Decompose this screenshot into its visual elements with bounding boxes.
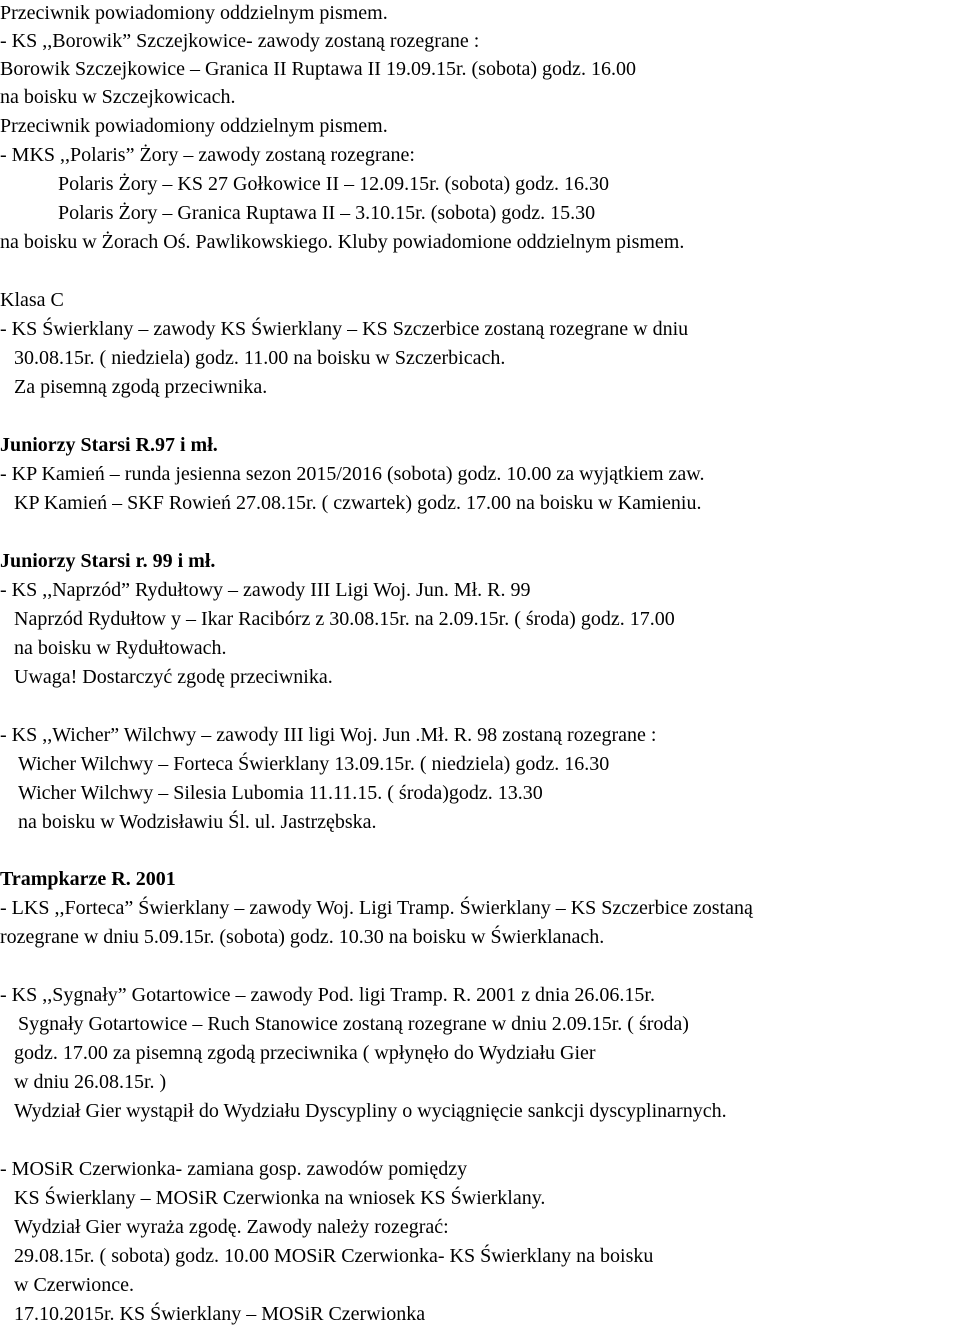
text-line: Przeciwnik powiadomiony oddzielnym pismem. [0,2,388,24]
text-line: Polaris Żory – KS 27 Gołkowice II – 12.09.15r. (sobota) godz. 16.30 [58,173,610,195]
text-line: na boisku w Szczejkowicach. [0,86,236,108]
text-line: Naprzód Rydułtow y – Ikar Racibórz z 30.08.15r. na 2.09.15r. ( środa) godz. 17.00 [14,608,675,630]
text-line: godz. 17.00 za pisemną zgodą przeciwnika ( wpłynęło do Wydziału Gier [14,1042,596,1064]
text-line: Borowik Szczejkowice – Granica II Ruptawa II 19.09.15r. (sobota) godz. 16.00 [0,58,636,80]
section-heading: Klasa C [0,289,64,311]
text-line: w Czerwionce. [14,1274,134,1296]
text-line: Za pisemną zgodą przeciwnika. [14,376,268,398]
text-line: - KS ,,Naprzód” Rydułtowy – zawody III Ligi Woj. Jun. Mł. R. 99 [0,579,531,601]
text-line: - LKS ,,Forteca” Świerklany – zawody Woj. Ligi Tramp. Świerklany – KS Szczerbice zostaną [0,897,753,919]
text-line: 30.08.15r. ( niedziela) godz. 11.00 na boisku w Szczerbicach. [14,347,506,369]
section-heading: Trampkarze R. 2001 [0,868,176,890]
text-line: - KS ,,Borowik” Szczejkowice- zawody zostaną rozegrane : [0,30,480,52]
text-line: rozegrane w dniu 5.09.15r. (sobota) godz. 10.30 na boisku w Świerklanach. [0,926,605,948]
section-heading: Juniorzy Starsi r. 99 i mł. [0,550,216,572]
text-line: - KS ,,Wicher” Wilchwy – zawody III ligi Woj. Jun .Mł. R. 98 zostaną rozegrane : [0,724,657,746]
text-line: Wydział Gier wyraża zgodę. Zawody należy rozegrać: [14,1216,449,1238]
text-line: - KP Kamień – runda jesienna sezon 2015/2016 (sobota) godz. 10.00 za wyjątkiem zaw. [0,463,705,485]
text-line: w dniu 26.08.15r. ) [14,1071,167,1093]
text-line: 29.08.15r. ( sobota) godz. 10.00 MOSiR Czerwionka- KS Świerklany na boisku [14,1245,654,1267]
text-line: - KS Świerklany – zawody KS Świerklany – KS Szczerbice zostaną rozegrane w dniu [0,318,689,340]
text-line: na boisku w Rydułtowach. [14,637,227,659]
text-line: Wicher Wilchwy – Forteca Świerklany 13.09.15r. ( niedziela) godz. 16.30 [18,753,610,775]
text-line: Wicher Wilchwy – Silesia Lubomia 11.11.15. ( środa)godz. 13.30 [18,782,543,804]
text-line: KS Świerklany – MOSiR Czerwionka na wniosek KS Świerklany. [14,1187,546,1209]
text-line: - MOSiR Czerwionka- zamiana gosp. zawodów pomiędzy [0,1158,468,1180]
text-line: KP Kamień – SKF Rowień 27.08.15r. ( czwartek) godz. 17.00 na boisku w Kamieniu. [14,492,702,514]
text-line: Polaris Żory – Granica Ruptawa II – 3.10.15r. (sobota) godz. 15.30 [58,202,596,224]
text-line: na boisku w Wodzisławiu Śl. ul. Jastrzębska. [18,811,377,833]
text-line: Wydział Gier wystąpił do Wydziału Dyscypliny o wyciągnięcie sankcji dyscyplinarnych. [14,1100,727,1122]
text-line: 17.10.2015r. KS Świerklany – MOSiR Czerwionka [14,1303,426,1325]
text-line: na boisku w Żorach Oś. Pawlikowskiego. Kluby powiadomione oddzielnym pismem. [0,231,685,253]
text-line: Uwaga! Dostarczyć zgodę przeciwnika. [14,666,333,688]
section-heading: Juniorzy Starsi R.97 i mł. [0,434,218,456]
text-line: Przeciwnik powiadomiony oddzielnym pismem. [0,115,388,137]
text-line: - KS ,,Sygnały” Gotartowice – zawody Pod. ligi Tramp. R. 2001 z dnia 26.06.15r. [0,984,655,1006]
text-line: Sygnały Gotartowice – Ruch Stanowice zostaną rozegrane w dniu 2.09.15r. ( środa) [18,1013,689,1035]
text-line: - MKS ,,Polaris” Żory – zawody zostaną rozegrane: [0,144,415,166]
